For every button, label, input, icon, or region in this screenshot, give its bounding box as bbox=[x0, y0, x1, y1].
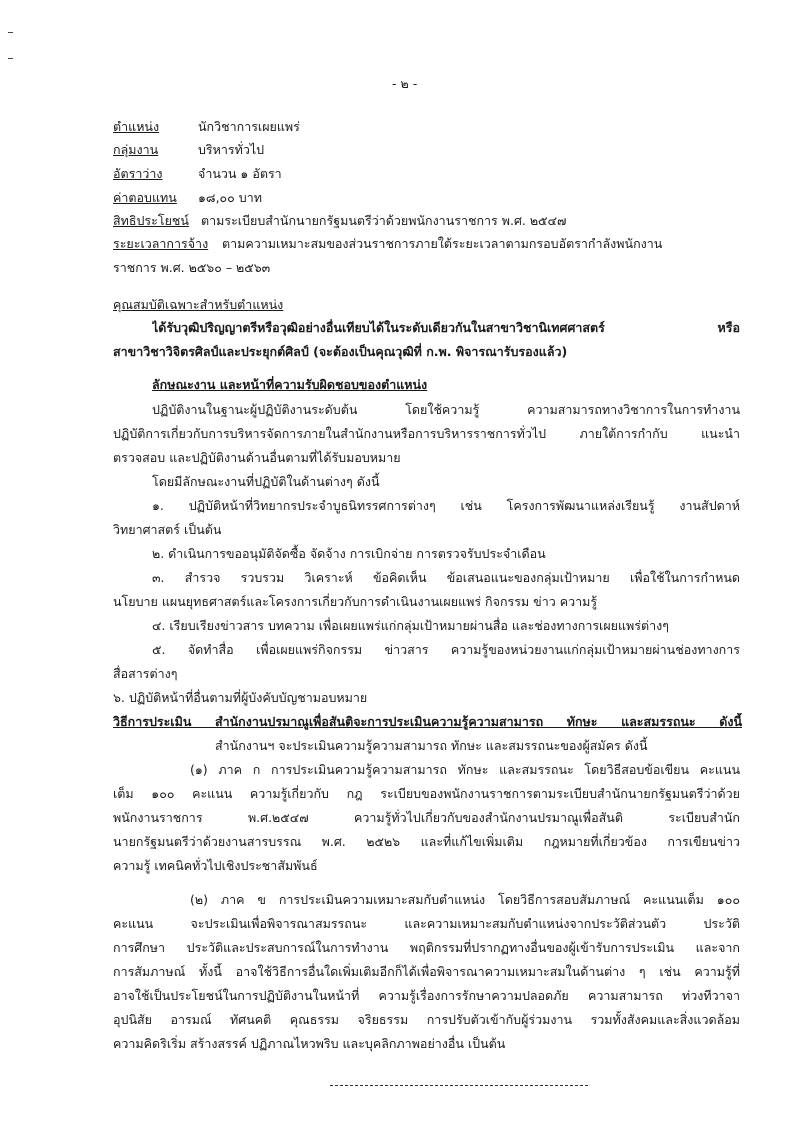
evaluation-part-b: (๒) ภาค ข การประเมินความเหมาะสมกับตำแหน่ง โดยวิธีการสอบสัมภาษณ์ คะแนนเต็ม ๑๐๐ bbox=[190, 892, 740, 907]
evaluation-part-a: เต็ม ๑๐๐ คะแนน ความรู้เกี่ยวกับ กฎ ระเบียบของพนักงานราชการตามระเบียบสำนักนายกรัฐมนตรีว่าด้วย bbox=[113, 786, 740, 801]
evaluation-part-b: การสัมภาษณ์ ทั้งนี้ อาจใช้วิธีการอื่นใดเพิ่มเติมอีกก็ได้เพื่อพิจารณาความเหมาะสมในด้านต่าง ๆ เช่น ความรู้ที่ bbox=[113, 964, 740, 979]
field-label: ตำแหน่ง bbox=[113, 119, 160, 134]
duty-item: ๒. ดำเนินการขออนุมัติจัดซื้อ จัดจ้าง การเบิกจ่าย การตรวจรับประจำเดือน bbox=[152, 546, 546, 561]
evaluation-part-b: ความคิดริเริ่ม สร้างสรรค์ ปฏิภาณไหวพริบ และบุคลิกภาพอย่างอื่น เป็นต้น bbox=[113, 1036, 506, 1051]
evaluation-part-b: อุปนิสัย อารมณ์ ทัศนคติ คุณธรรม จริยธรรม การปรับตัวเข้ากับผู้ร่วมงาน รวมทั้งสังคมและสิ่งแวดล้อม bbox=[113, 1012, 740, 1027]
duties-text: โดยมีลักษณะงานที่ปฏิบัติในด้านต่างๆ ดังนี้ bbox=[152, 474, 380, 489]
field-label: อัตราว่าง bbox=[113, 166, 163, 181]
duties-text: ปฏิบัติงานในฐานะผู้ปฏิบัติงานระดับต้น โดยใช้ความรู้ ความสามารถทางวิชาการในการทำงาน bbox=[152, 402, 740, 417]
duties-heading: ลักษณะงาน และหน้าที่ความรับผิดชอบของตำแหน่ง bbox=[152, 377, 428, 392]
field-value: นักวิชาการเผยแพร่ bbox=[198, 119, 300, 134]
field-value: จำนวน ๑ อัตรา bbox=[198, 166, 282, 181]
evaluation-part-b: คะแนน จะประเมินเพื่อพิจารณาสมรรถนะ และความเหมาะสมกับตำแหน่งจากประวัติส่วนตัว ประวัติ bbox=[113, 916, 740, 931]
evaluation-heading: วิธีการประเมิน สำนักงานปรมาณูเพื่อสันติจะการประเมินความรู้ความสามารถ ทักษะ และสมรรถนะ ดังนี้ bbox=[113, 714, 742, 729]
evaluation-part-b: อาจใช้เป็นประโยชน์ในการปฏิบัติงานในหน้าที่ ความรู้เรื่องการรักษาความปลอดภัย ความสามารถ ท่วงทีวาจา bbox=[113, 988, 740, 1003]
evaluation-part-a: นายกรัฐมนตรีว่าด้วยงานสารบรรณ พ.ศ. ๒๕๒๖ และที่แก้ไขเพิ่มเติม กฎหมายที่เกี่ยวข้อง การเขียนข่าว bbox=[113, 834, 740, 849]
qualifications-text: สาขาวิชาวิจิตรศิลป์และประยุกต์ศิลป์ (จะต้องเป็นคุณวุฒิที่ ก.พ. พิจารณารับรองแล้ว) bbox=[113, 344, 568, 359]
qualifications-text: ได้รับวุฒิปริญญาตรีหรือวุฒิอย่างอื่นเทียบได้ในระดับเดียวกันในสาขาวิชานิเทศศาสตร์ หรือ bbox=[152, 320, 740, 335]
duties-text: ตรวจสอบ และปฏิบัติงานด้านอื่นตามที่ได้รับมอบหมาย bbox=[113, 450, 401, 465]
duty-item: ๑. ปฏิบัติหน้าที่วิทยากรประจำบูธนิทรรศการต่างๆ เช่น โครงการพัฒนาแหล่งเรียนรู้ งานสัปดาห์ bbox=[152, 498, 740, 513]
scan-mark bbox=[8, 58, 13, 59]
field-value: ๑๘,๐๐ บาท bbox=[198, 190, 262, 205]
field-value: ตามระเบียบสำนักนายกรัฐมนตรีว่าด้วยพนักงานราชการ พ.ศ. ๒๕๔๗ bbox=[201, 213, 567, 228]
duty-item: ๕. จัดทำสื่อ เพื่อเผยแพร่กิจกรรม ข่าวสาร ความรู้ของหน่วยงานแก่กลุ่มเป้าหมายผ่านช่องทางการ bbox=[152, 642, 740, 657]
evaluation-part-a: พนักงานราชการ พ.ศ.๒๕๔๗ ความรู้ทั่วไปเกี่ยวกับของสำนักงานปรมาณูเพื่อสันติ ระเบียบสำนัก bbox=[113, 810, 740, 825]
end-divider bbox=[330, 1085, 588, 1086]
evaluation-part-b: การศึกษา ประวัติและประสบการณ์ในการทำงาน พฤติกรรมที่ปรากฏทางอื่นของผู้เข้ารับการประเมิน และจาก bbox=[113, 940, 740, 955]
duty-item-cont: นโยบาย แผนยุทธศาสตร์และโครงการเกี่ยวกับการดำเนินงานเผยแพร่ กิจกรรม ข่าว ความรู้ bbox=[113, 594, 598, 609]
evaluation-part-a: ความรู้ เทคนิคทั่วไปเชิงประชาสัมพันธ์ bbox=[113, 858, 318, 873]
field-value: ตามความเหมาะสมของส่วนราชการภายใต้ระยะเวลาตามกรอบอัตรากำลังพนักงาน bbox=[222, 236, 663, 251]
duty-item-cont: วิทยาศาสตร์ เป็นต้น bbox=[113, 522, 222, 537]
qualifications-heading: คุณสมบัติเฉพาะสำหรับตำแหน่ง bbox=[113, 297, 284, 312]
field-value: บริหารทั่วไป bbox=[198, 142, 265, 157]
duty-item: ๓. สำรวจ รวบรวม วิเคราะห์ ข้อคิดเห็น ข้อเสนอแนะของกลุ่มเป้าหมาย เพื่อใช้ในการกำหนด bbox=[152, 570, 740, 585]
field-label: ระยะเวลาการจ้าง bbox=[113, 236, 209, 251]
duty-item-cont: สื่อสารต่างๆ bbox=[113, 666, 178, 681]
duties-text: ปฏิบัติการเกี่ยวกับการบริหารจัดการภายในสำนักงานหรือการบริหารราชการทั่วไป ภายใต้การกำกับ แนะนำ bbox=[113, 426, 740, 441]
page-number: - ๒ - bbox=[392, 76, 418, 91]
duty-item: ๔. เรียบเรียงข่าวสาร บทความ เพื่อเผยแพร่แก่กลุ่มเป้าหมายผ่านสื่อ และช่องทางการเผยแพร่ต่างๆ bbox=[152, 618, 669, 633]
evaluation-intro: สำนักงานฯ จะประเมินความรู้ความสามารถ ทักษะ และสมรรถนะของผู้สมัคร ดังนี้ bbox=[215, 738, 648, 753]
field-label: ค่าตอบแทน bbox=[113, 190, 177, 205]
field-label: กลุ่มงาน bbox=[113, 142, 159, 157]
evaluation-part-a: (๑) ภาค ก การประเมินความรู้ความสามารถ ทักษะ และสมรรถนะ โดยวิธีสอบข้อเขียน คะแนน bbox=[190, 762, 740, 777]
field-label: สิทธิประโยชน์ bbox=[113, 213, 189, 228]
scan-mark bbox=[8, 32, 13, 33]
duty-item: ๖. ปฏิบัติหน้าที่อื่นตามที่ผู้บังคับบัญชามอบหมาย bbox=[113, 690, 368, 705]
field-value-continued: ราชการ พ.ศ. ๒๕๖๐ – ๒๕๖๓ bbox=[113, 260, 271, 275]
